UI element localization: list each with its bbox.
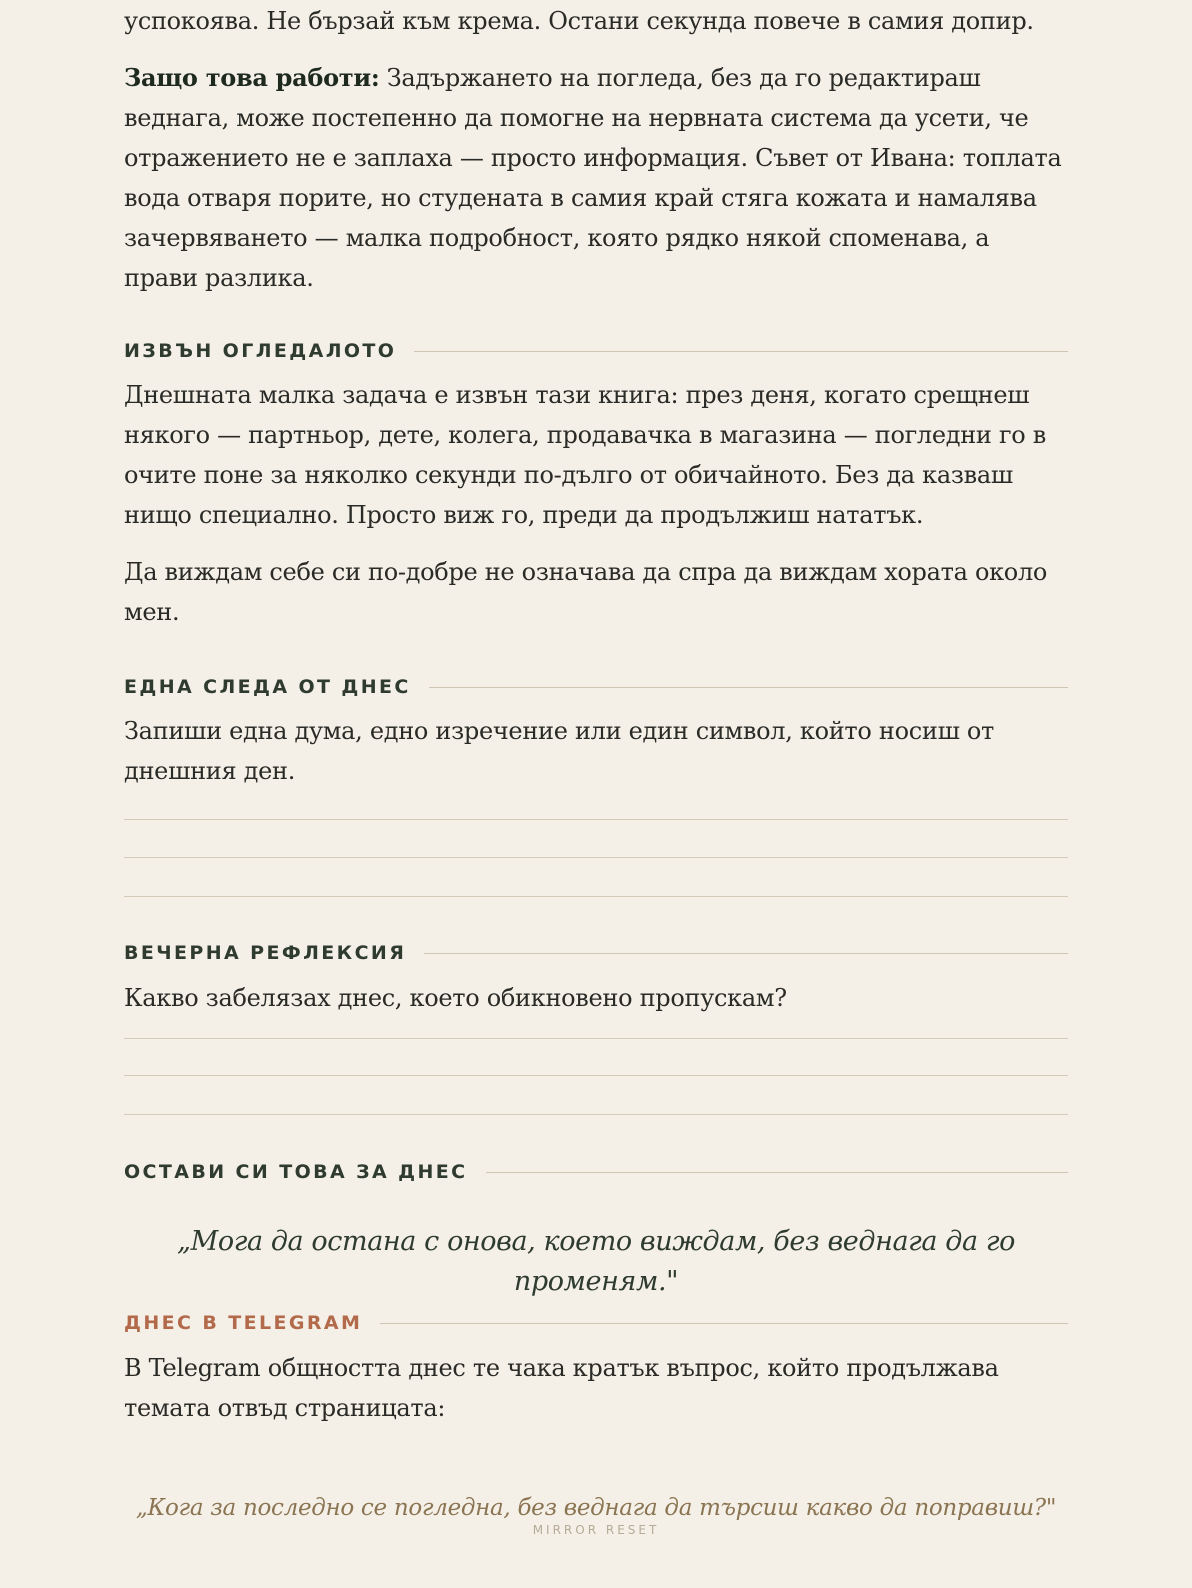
daily-quote: „Мога да остана с онова, което виждам, без веднага да го променям." bbox=[177, 1226, 1015, 1297]
heading-rule bbox=[424, 953, 1068, 954]
writing-line[interactable] bbox=[124, 1114, 1068, 1115]
section-heading-trace bbox=[124, 672, 1068, 702]
section-heading-label: ДНЕС В TELEGRAM bbox=[124, 1312, 363, 1334]
paragraph-top: успокоява. Не бързай към крема. Остани секунда повече в самия допир. bbox=[124, 7, 1034, 35]
section-heading-evening-reflection bbox=[124, 938, 1068, 968]
section-heading-keep-today bbox=[124, 1157, 1068, 1187]
heading-rule bbox=[380, 1323, 1068, 1324]
section-heading-telegram bbox=[124, 1308, 1068, 1338]
paragraph-beyond-mirror-1: Днешната малка задача е извън тази книга: през деня, когато срещнеш някого — партньор, дете, колега, продавачка в магазина — погледни го в очите поне за няколко секунди по-дълго от обичайното. Без да казваш нищо специално. Просто виж го, преди да продължиш нататък. bbox=[124, 381, 1046, 529]
section-heading-label: ОСТАВИ СИ ТОВА ЗА ДНЕС bbox=[124, 1161, 468, 1183]
heading-rule bbox=[414, 351, 1068, 352]
writing-line[interactable] bbox=[124, 1075, 1068, 1076]
paragraph-beyond-mirror-2: Да виждам себе си по-добре не означава да спра да виждам хората около мен. bbox=[124, 558, 1048, 626]
heading-rule bbox=[429, 687, 1068, 688]
footer-brand: MIRROR RESET bbox=[532, 1523, 660, 1537]
paragraph-evening-reflection: Какво забелязах днес, което обикновено пропускам? bbox=[124, 984, 787, 1012]
paragraph-why-it-works bbox=[124, 58, 1068, 298]
writing-line[interactable] bbox=[124, 896, 1068, 897]
writing-line[interactable] bbox=[124, 819, 1068, 820]
heading-rule bbox=[486, 1172, 1069, 1173]
why-text: Задържането на погледа, без да го редактираш веднага, може постепенно да помогне на нервната система да усети, че отражението не е заплаха — просто информация. Съвет от Ивана: топлата вода отваря порите, но студената в самия край стяга кожата и намалява зачервяването — малка подробност, която рядко някой споменава, а прави разлика. bbox=[124, 64, 1062, 292]
paragraph-trace: Запиши една дума, едно изречение или един символ, който носиш от днешния ден. bbox=[124, 717, 995, 785]
footer-quote: „Кога за последно се погледна, без веднага да търсиш какво да поправиш?" bbox=[135, 1495, 1057, 1521]
writing-line[interactable] bbox=[124, 857, 1068, 858]
section-heading-label: ИЗВЪН ОГЛЕДАЛОТО bbox=[124, 340, 397, 362]
writing-line[interactable] bbox=[124, 1038, 1068, 1039]
section-heading-label: ЕДНА СЛЕДА ОТ ДНЕС bbox=[124, 676, 411, 698]
section-heading-beyond-mirror bbox=[124, 336, 1068, 366]
section-heading-label: ВЕЧЕРНА РЕФЛЕКСИЯ bbox=[124, 942, 407, 964]
paragraph-telegram: В Telegram общността днес те чака кратък въпрос, който продължава темата отвъд страницата: bbox=[124, 1354, 999, 1422]
why-label: Защо това работи: bbox=[124, 63, 380, 92]
